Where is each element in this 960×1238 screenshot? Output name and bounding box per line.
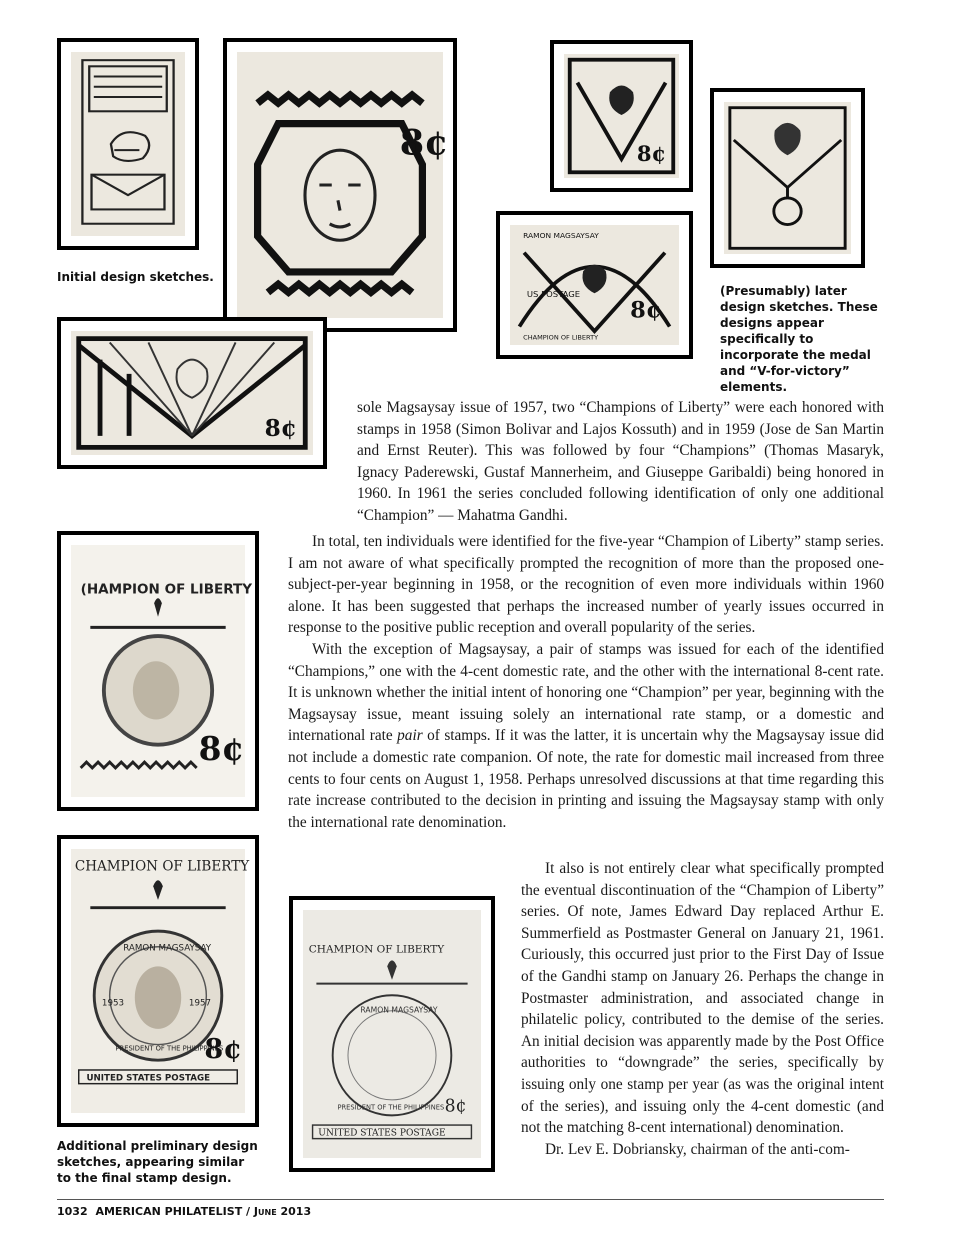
medal-portrait-drawing	[71, 545, 253, 797]
pencil-sketch-drawing	[71, 52, 185, 236]
sketch-image	[303, 910, 481, 1158]
sketch-initial-small	[57, 38, 199, 250]
footer-rule	[57, 1199, 884, 1200]
sketch-denomination: 8¢	[399, 122, 449, 164]
sketch-denomination: 8¢	[204, 1033, 243, 1066]
caption-initial-sketches: Initial design sketches.	[57, 270, 214, 284]
sketch-ramon-magsaysay: RAMON MAGSAYSAY	[360, 1005, 438, 1015]
sketch-president: PRESIDENT OF THE PHILIPPINES	[337, 1103, 445, 1112]
sketch-denomination: 8¢	[198, 729, 245, 769]
sketch-image	[71, 331, 313, 455]
page-number: 1032	[57, 1205, 88, 1218]
sketch-final-design	[289, 896, 495, 1172]
sketch-year-right: 1957	[188, 998, 212, 1009]
sketch-image	[724, 102, 851, 254]
v-medal-drawing	[564, 54, 679, 178]
sketch-year-left: 1953	[101, 998, 125, 1009]
sketch-champion-of-liberty: CHAMPION OF LIBERTY	[74, 858, 250, 875]
article-text	[288, 639, 884, 833]
caption-additional-sketches: Additional preliminary design sketches, appearing similar to the final stamp design.	[57, 1139, 258, 1185]
sketch-denomination: 8¢	[636, 140, 667, 166]
sketch-champion-of-liberty: (HAMPION OF LIBERTY	[80, 581, 253, 598]
article-paragraph-1	[357, 397, 884, 527]
article-paragraphs-lower	[521, 858, 884, 1160]
sketch-united-states-postage: UNITED STATES POSTAGE	[86, 1073, 211, 1084]
sketch-denomination: 8¢	[444, 1096, 467, 1117]
v-medal-pendant-drawing	[724, 102, 851, 254]
article-text-run: With the exception of Magsaysay, a pair of stamps was issued for each of the identified “Champions,” one with the 4-cent domestic rate, and the other with the international 8-cent rate. It is unknown whether the initial intent of honoring one “Champion” per year, beginning with the Magsaysay issue, meant issuing solely an international rate stamp, or a domestic and international rate	[288, 640, 884, 745]
article-text: Dr. Lev E. Dobriansky, chairman of the anti-com-	[545, 1140, 850, 1158]
sketch-us-postage: US POSTAGE	[526, 289, 581, 299]
v-champion-drawing	[510, 225, 679, 345]
sketch-denomination: 8¢	[630, 297, 662, 324]
sketch-later-v-medal	[710, 88, 865, 268]
article-text-run: of stamps. If it was the latter, it is uncertain why the Magsaysay issue did not include a domestic rate companion. Of note, the rate for domestic mail increased from three cents to four cents on August 1, 1958. Perhaps unresolved discussions at that time regarding this rate increase contributed to the decision in printing and issuing the Magsaysay stamp with only the international rate denomination.	[288, 727, 884, 831]
final-design-drawing	[303, 910, 481, 1158]
sketch-image	[71, 849, 250, 1113]
sketch-later-v-wide	[496, 211, 693, 359]
caption-later-sketches: (Presumably) later design sketches. These designs appear specifically to incorporate the medal and “V-for-victory” elements.	[720, 284, 878, 394]
sketch-medal-magsaysay	[57, 835, 259, 1127]
sketch-denomination: 8¢	[264, 415, 297, 442]
sketch-image	[71, 52, 185, 236]
sketch-champion-of-liberty: CHAMPION OF LIBERTY	[308, 943, 445, 956]
sketch-champion-of-liberty: CHAMPION OF LIBERTY	[523, 333, 599, 342]
sketch-ramon-magsaysay: RAMON MAGSAYSAY	[523, 230, 599, 240]
sketch-initial-portrait	[223, 38, 457, 332]
sketch-image	[237, 52, 449, 318]
sketch-image	[71, 545, 253, 797]
issue-date: June 2013	[253, 1205, 312, 1218]
sketch-initial-wide	[57, 317, 327, 469]
article-emphasis: pair	[397, 727, 423, 745]
sketch-united-states-postage: UNITED STATES POSTAGE	[318, 1128, 446, 1139]
sketch-ramon-magsaysay: RAMON MAGSAYSAY	[123, 943, 212, 954]
article-text: In total, ten individuals were identified for the five-year “Champion of Liberty” stamp series. I am not aware of what specifically prompted the recognition of more than the proposed one-subject-per-year beginning in 1958, or the recognition of even more individuals within 1960 alone. It has been suggested that perhaps the increased number of yearly issues occurred in response to the positive public reception and overall popularity of the series.	[288, 533, 884, 637]
article-text: sole Magsaysay issue of 1957, two “Champions of Liberty” were each honored with stamps in 1958 (Simon Bolivar and Lajos Kossuth) and in 1959 (Jose de San Martin and Ernst Reuter). This was followed by four “Champions” (Thomas Masaryk, Ignacy Paderewski, Gustaf Mannerheim, and Giuseppe Garibaldi) being honored in 1960. In 1961 the series concluded following identification of only one additional “Champion” — Mahatma Gandhi.	[357, 399, 884, 524]
sketch-image	[564, 54, 679, 178]
sketch-medal-champion	[57, 531, 259, 811]
page-footer: 1032 AMERICAN PHILATELIST / June 2013	[57, 1205, 312, 1218]
article-paragraphs-main	[288, 531, 884, 833]
article-text: It also is not entirely clear what specifically prompted the eventual discontinuation of the “Champion of Liberty” series. Of note, James Edward Day replaced Arthur E. Summerfield as Postmaster General on January 21, 1961. Curiously, this occurred just prior to the First Day of Issue of the Gandhi stamp on January 26. Perhaps the change in Postmaster administration, and associated change in philatelic policy, contributed to the demise of the series. An initial decision was apparently made by the Post Office authorities to “downgrade” the series, specifically by issuing only one stamp per year (as was the original intent of the series), and issuing only the 4-cent domestic (and not the matching 8-cent international) denomination.	[521, 860, 884, 1137]
magsaysay-medal-drawing	[71, 849, 250, 1113]
v-for-victory-drawing	[71, 331, 313, 455]
publication-name: AMERICAN PHILATELIST	[95, 1205, 243, 1218]
sketch-later-v-small	[550, 40, 693, 192]
sketch-president: PRESIDENT OF THE PHILIPPINES	[115, 1044, 224, 1053]
ink-portrait-drawing	[237, 52, 449, 318]
sketch-image	[510, 225, 679, 345]
